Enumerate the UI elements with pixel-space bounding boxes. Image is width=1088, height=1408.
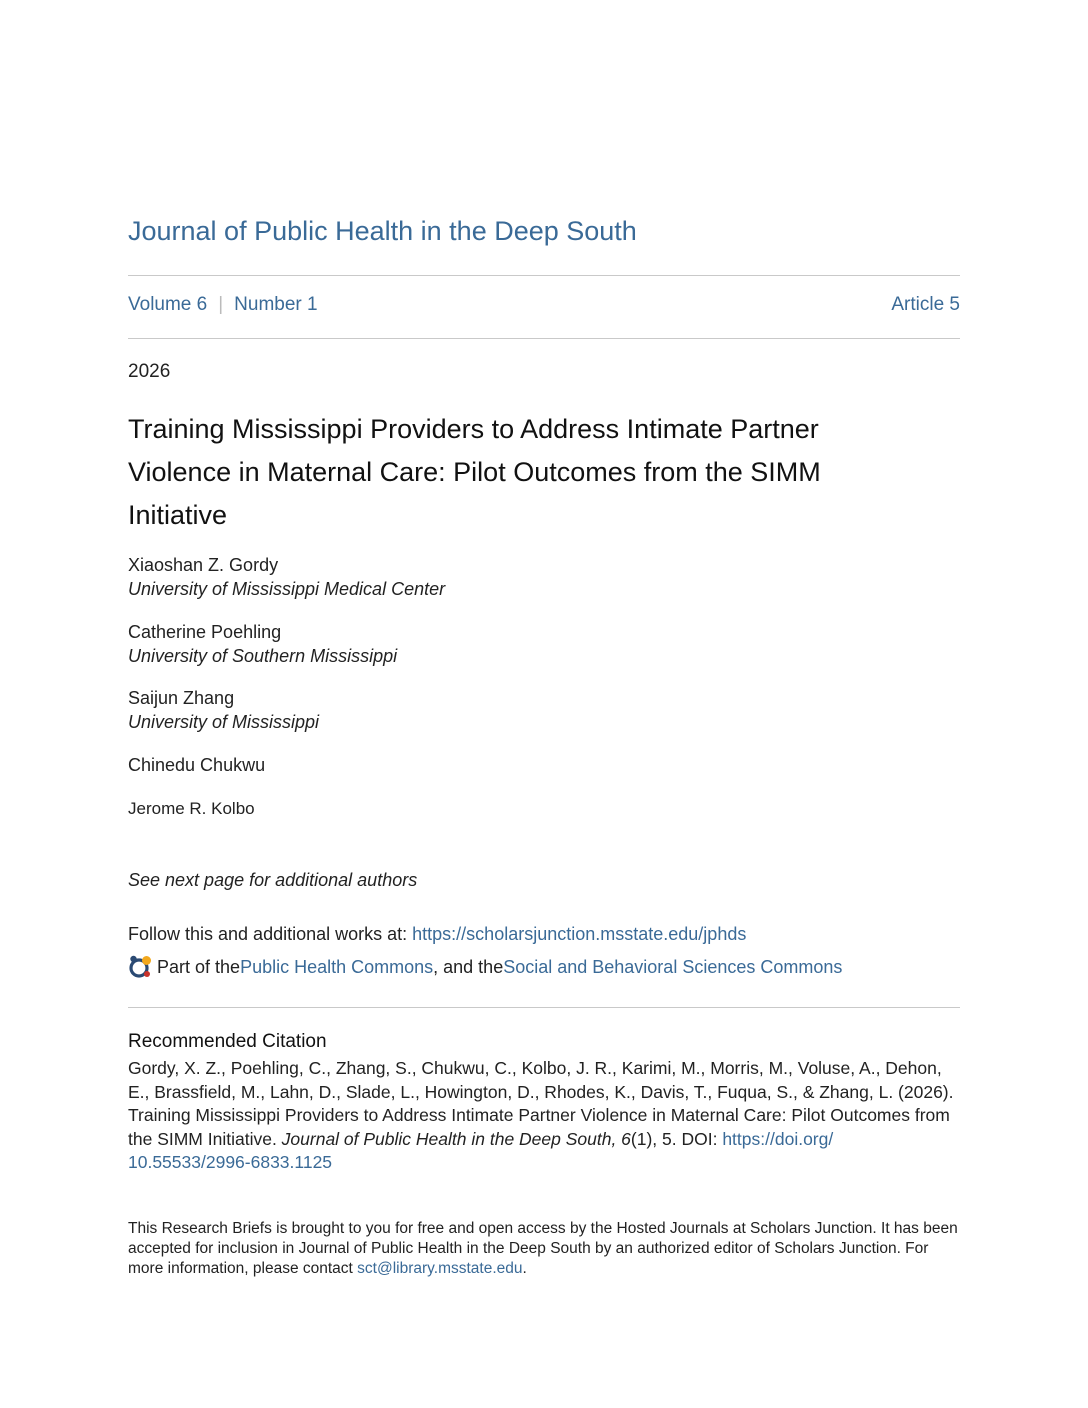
citation-heading: Recommended Citation — [128, 1031, 327, 1052]
author-affiliation-3: University of Mississippi — [128, 712, 320, 732]
journal-title-link[interactable]: Journal of Public Health in the Deep South — [128, 216, 637, 246]
issue-separator: | — [218, 294, 224, 315]
author-name-2: Catherine Poehling — [128, 622, 282, 642]
citation-divider — [128, 1007, 960, 1008]
volume-link[interactable]: Volume 6 — [128, 294, 208, 315]
part-of-middle: , and the — [433, 956, 504, 977]
doi-link-line1: https://doi.org/ — [722, 1128, 834, 1149]
part-of-line — [128, 954, 842, 980]
additional-authors-note: See next page for additional authors — [128, 870, 418, 890]
author-name-1: Xiaoshan Z. Gordy — [128, 555, 279, 575]
issue-divider — [128, 338, 960, 339]
author-name-4: Chinedu Chukwu — [128, 755, 266, 775]
article-link[interactable]: Article 5 — [891, 294, 960, 315]
citation-journal: Journal of Public Health in the Deep South, 6 — [281, 1128, 631, 1149]
follow-text: Follow this and additional works at: — [128, 924, 413, 944]
access-statement — [128, 1219, 960, 1279]
repository-link[interactable]: https://scholarsjunction.msstate.edu/jphds — [412, 924, 747, 944]
publication-year: 2026 — [128, 361, 171, 382]
author-affiliation-1: University of Mississippi Medical Center — [128, 579, 446, 599]
author-affiliation-2: University of Southern Mississippi — [128, 646, 398, 666]
doi-link-line2: 10.55533/2996-6833.1125 — [128, 1152, 333, 1172]
citation-issue: (1), 5. DOI: — [630, 1128, 723, 1149]
issue-line — [128, 294, 960, 316]
social-behavioral-commons-link[interactable]: Social and Behavioral Sciences Commons — [503, 956, 843, 977]
author-name-5: Jerome R. Kolbo — [128, 799, 255, 818]
public-health-commons-link[interactable]: Public Health Commons — [240, 956, 434, 977]
citation-main: Gordy, X. Z., Poehling, C., Zhang, S., Chukwu, C., Kolbo, J. R., Karimi, M., Morris, M., Voluse, A., Dehon, E., Brassfield, M., Lahn, D., Slade, L., Howington, D., Rhodes, K., Davis, T., Fuqua, S., & Zhang, L. (2026). Training Mississippi Providers to Address Intimate Partner Violence in Maternal Care: Pilot Outcomes from the SIMM Initiative. — [128, 1058, 954, 1149]
article-title: Training Mississippi Providers to Address Intimate Partner Violence in Maternal Care: Pilot Outcomes from the SIMM Initiative — [128, 414, 821, 530]
author-name-3: Saijun Zhang — [128, 688, 235, 708]
top-divider — [128, 275, 960, 276]
follow-line — [128, 924, 746, 945]
network-icon — [128, 954, 154, 980]
contact-email-link[interactable]: sct@library.msstate.edu — [357, 1260, 523, 1277]
citation-text — [128, 1057, 960, 1175]
access-statement-text: This Research Briefs is brought to you for free and open access by the Hosted Journals at Scholars Junction. It has been accepted for inclusion in Journal of Public Health in the Deep South by an authorized editor of Scholars Junction. For more information, please contact — [128, 1220, 958, 1277]
number-link[interactable]: Number 1 — [234, 294, 318, 315]
access-statement-end: . — [522, 1260, 527, 1277]
part-of-prefix: Part of the — [157, 956, 241, 977]
